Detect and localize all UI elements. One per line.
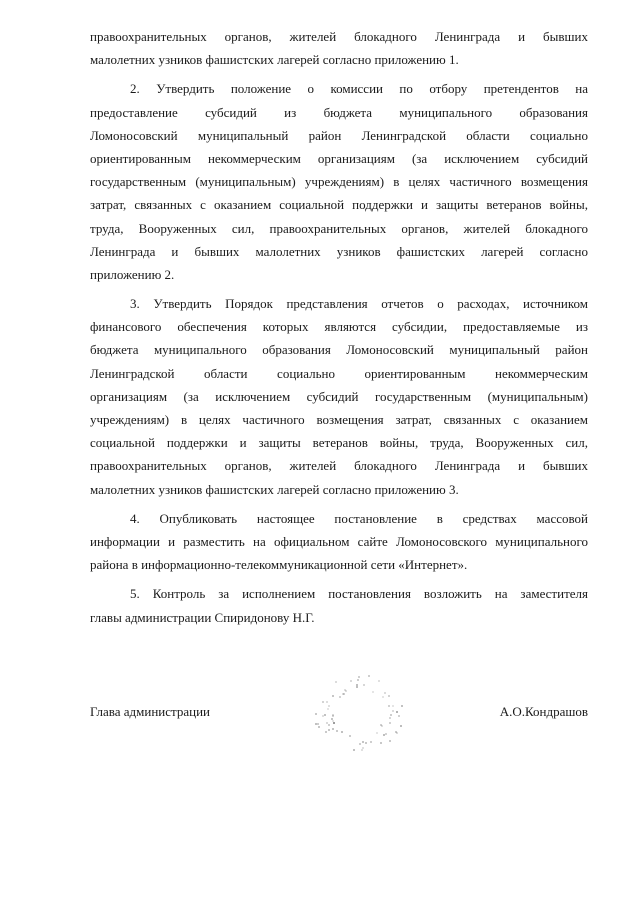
text-line: государственным (муниципальным) учреждениям) в целях частичного возмещения [90, 174, 588, 190]
text-line: социальной поддержки и защиты ветеранов войны, труда, Вооруженных сил, [90, 435, 588, 451]
signatory-title: Глава администрации [90, 704, 211, 719]
text-line: приложению 2. [90, 266, 175, 282]
document-body [90, 25, 588, 629]
text-line: ориентированным некоммерческим организациям (за исключением субсидий [90, 150, 588, 166]
paragraph-p2 [90, 77, 588, 286]
text-line: малолетних узников фашистских лагерей согласно приложению 3. [90, 481, 459, 497]
text-line: 5. Контроль за исполнением постановления возложить на заместителя [130, 586, 588, 602]
text-line: малолетних узников фашистских лагерей согласно приложению 1. [90, 52, 459, 68]
text-line: Ломоносовский муниципальный район Ленинградской области социально [90, 127, 588, 143]
text-line: Ленинграда и бывших малолетних узников фашистских лагерей согласно [90, 243, 588, 259]
text-line: 3. Утвердить Порядок представления отчетов о расходах, источником [130, 296, 588, 312]
paragraph-p3 [90, 292, 588, 501]
text-line: района в информационно-телекоммуникационной сети «Интернет». [90, 557, 468, 573]
text-line: учреждениям) в целях частичного возмещения затрат, связанных с оказанием [90, 412, 588, 427]
text-line: Ленинградской области социально ориентированным некоммерческим [90, 365, 588, 381]
text-line: 4. Опубликовать настоящее постановление в средствах массовой [130, 510, 588, 526]
text-line: предоставление субсидий из бюджета муниципального образования [90, 104, 588, 120]
text-line: 2. Утвердить положение о комиссии по отбору претендентов на [130, 81, 588, 97]
text-line: правоохранительных органов, жителей блокадного Ленинграда и бывших [90, 458, 588, 474]
text-line: затрат, связанных с оказанием социальной поддержки и защиты ветеранов войны, [90, 197, 588, 213]
signatory-name: А.О.Кондрашов [499, 704, 588, 719]
paragraph-p5 [90, 582, 588, 628]
text-line: организациям (за исключением субсидий государственным (муниципальным) [90, 388, 588, 404]
text-line: правоохранительных органов, жителей блокадного Ленинграда и бывших [90, 29, 588, 44]
faint-seal-stamp [308, 668, 408, 758]
paragraph-p1-continuation [90, 25, 588, 71]
text-line: труда, Вооруженных сил, правоохранительных органов, жителей блокадного [90, 220, 588, 236]
text-line: бюджета муниципального образования Ломоносовский муниципальный район [90, 342, 588, 358]
text-line: финансового обеспечения которых являются субсидии, предоставляемые из [90, 319, 588, 335]
text-line: информации и разместить на официальном сайте Ломоносовского муниципального [90, 533, 588, 549]
paragraph-p4 [90, 507, 588, 577]
text-line: главы администрации Спиридонову Н.Г. [90, 609, 315, 625]
